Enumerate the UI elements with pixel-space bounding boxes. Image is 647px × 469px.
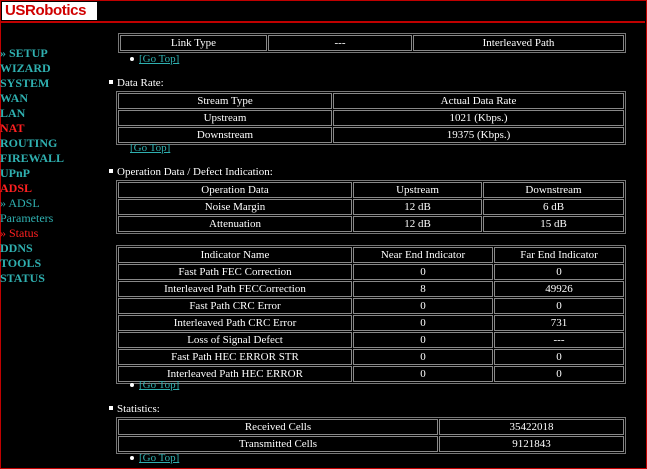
table-cell: 0 [353, 298, 493, 314]
table-header-row [118, 182, 624, 198]
table-cell: 1021 (Kbps.) [333, 110, 624, 126]
table-cell: 0 [494, 349, 624, 365]
go-top-link[interactable]: [Go Top] [139, 53, 180, 65]
nav-adsl[interactable]: ADSL [0, 181, 33, 195]
indicator-header: Near End Indicator [353, 247, 493, 263]
square-bullet-icon [109, 169, 113, 173]
table-cell: Received Cells [118, 419, 438, 435]
operation-heading [108, 166, 273, 178]
nav-adsl-parameters-line2[interactable]: Parameters [0, 211, 54, 225]
table-cell: 0 [494, 264, 624, 280]
table-row [118, 216, 624, 232]
table-cell: Fast Path HEC ERROR STR [118, 349, 352, 365]
table-cell: 15 dB [483, 216, 624, 232]
table-row [118, 199, 624, 215]
go-top-1 [130, 53, 179, 65]
table-cell: 6 dB [483, 199, 624, 215]
table-row [120, 35, 624, 51]
table-cell: 8 [353, 281, 493, 297]
operation-header: Operation Data [118, 182, 352, 198]
data-rate-header: Actual Data Rate [333, 93, 624, 109]
statistics-heading [108, 403, 160, 415]
table-row [118, 298, 624, 314]
nav-tools[interactable]: TOOLS [0, 256, 42, 270]
link-type-label: Link Type [120, 35, 267, 51]
indicator-table [116, 245, 626, 384]
nav-lan[interactable]: LAN [0, 106, 26, 120]
table-row [118, 332, 624, 348]
nav-status[interactable]: STATUS [0, 271, 45, 285]
bullet-icon [130, 57, 134, 61]
table-header-row [118, 247, 624, 263]
data-rate-title: Data Rate: [117, 77, 164, 89]
table-cell: 0 [494, 298, 624, 314]
table-cell: 12 dB [353, 216, 482, 232]
operation-header: Downstream [483, 182, 624, 198]
table-cell: 12 dB [353, 199, 482, 215]
main-content [108, 0, 628, 469]
nav-setup[interactable]: » SETUP [0, 46, 48, 60]
table-cell: 0 [494, 366, 624, 382]
go-top-link[interactable]: [Go Top] [139, 379, 180, 391]
data-rate-table [116, 91, 626, 145]
operation-title: Operation Data / Defect Indication: [117, 166, 273, 178]
table-cell: 0 [353, 366, 493, 382]
go-top-link[interactable]: [Go Top] [139, 452, 180, 464]
table-row [118, 315, 624, 331]
table-cell: 0 [353, 332, 493, 348]
statistics-table [116, 417, 626, 454]
go-top-4 [130, 452, 179, 464]
nav-wizard[interactable]: WIZARD [0, 61, 51, 75]
table-cell: Transmitted Cells [118, 436, 438, 452]
square-bullet-icon [109, 406, 113, 410]
table-row [118, 349, 624, 365]
link-type-table [118, 33, 626, 53]
table-row [118, 436, 624, 452]
table-row [118, 264, 624, 280]
square-bullet-icon [109, 80, 113, 84]
table-cell: Interleaved Path FECCorrection [118, 281, 352, 297]
bullet-icon [130, 456, 134, 460]
left-nav [0, 46, 110, 286]
nav-upnp[interactable]: UPnP [0, 166, 30, 180]
nav-wan[interactable]: WAN [0, 91, 29, 105]
operation-header: Upstream [353, 182, 482, 198]
nav-firewall[interactable]: FIREWALL [0, 151, 65, 165]
table-cell: Fast Path FEC Correction [118, 264, 352, 280]
table-cell: Fast Path CRC Error [118, 298, 352, 314]
indicator-header: Far End Indicator [494, 247, 624, 263]
nav-nat[interactable]: NAT [0, 121, 25, 135]
nav-system[interactable]: SYSTEM [0, 76, 50, 90]
go-top-3 [130, 379, 179, 391]
nav-routing[interactable]: ROUTING [0, 136, 58, 150]
table-row [118, 110, 624, 126]
operation-table [116, 180, 626, 234]
table-cell: 49926 [494, 281, 624, 297]
table-row [118, 281, 624, 297]
table-cell: 731 [494, 315, 624, 331]
table-cell: Upstream [118, 110, 332, 126]
table-cell: Interleaved Path HEC ERROR [118, 366, 352, 382]
table-cell: 0 [353, 349, 493, 365]
table-cell: 19375 (Kbps.) [333, 127, 624, 143]
table-cell: --- [494, 332, 624, 348]
link-type-mode: Interleaved Path [413, 35, 624, 51]
nav-ddns[interactable]: DDNS [0, 241, 33, 255]
nav-adsl-status[interactable]: » Status [0, 226, 39, 240]
table-cell: Loss of Signal Defect [118, 332, 352, 348]
nav-adsl-parameters[interactable]: » ADSL [0, 196, 40, 210]
table-cell: Interleaved Path CRC Error [118, 315, 352, 331]
table-row [118, 366, 624, 382]
data-rate-header: Stream Type [118, 93, 332, 109]
table-row [118, 419, 624, 435]
table-cell: 9121843 [439, 436, 624, 452]
usrobotics-logo: USRobotics [2, 2, 97, 20]
go-top-2 [130, 142, 170, 154]
table-header-row [118, 93, 624, 109]
table-cell: Attenuation [118, 216, 352, 232]
table-cell: 35422018 [439, 419, 624, 435]
table-cell: 0 [353, 315, 493, 331]
link-type-value: --- [268, 35, 412, 51]
indicator-header: Indicator Name [118, 247, 352, 263]
data-rate-heading [108, 77, 164, 89]
bullet-icon [130, 383, 134, 387]
table-cell: Downstream [118, 127, 332, 143]
go-top-link[interactable]: [Go Top] [130, 142, 171, 154]
statistics-title: Statistics: [117, 403, 160, 415]
table-row [118, 127, 624, 143]
table-cell: Noise Margin [118, 199, 352, 215]
table-cell: 0 [353, 264, 493, 280]
